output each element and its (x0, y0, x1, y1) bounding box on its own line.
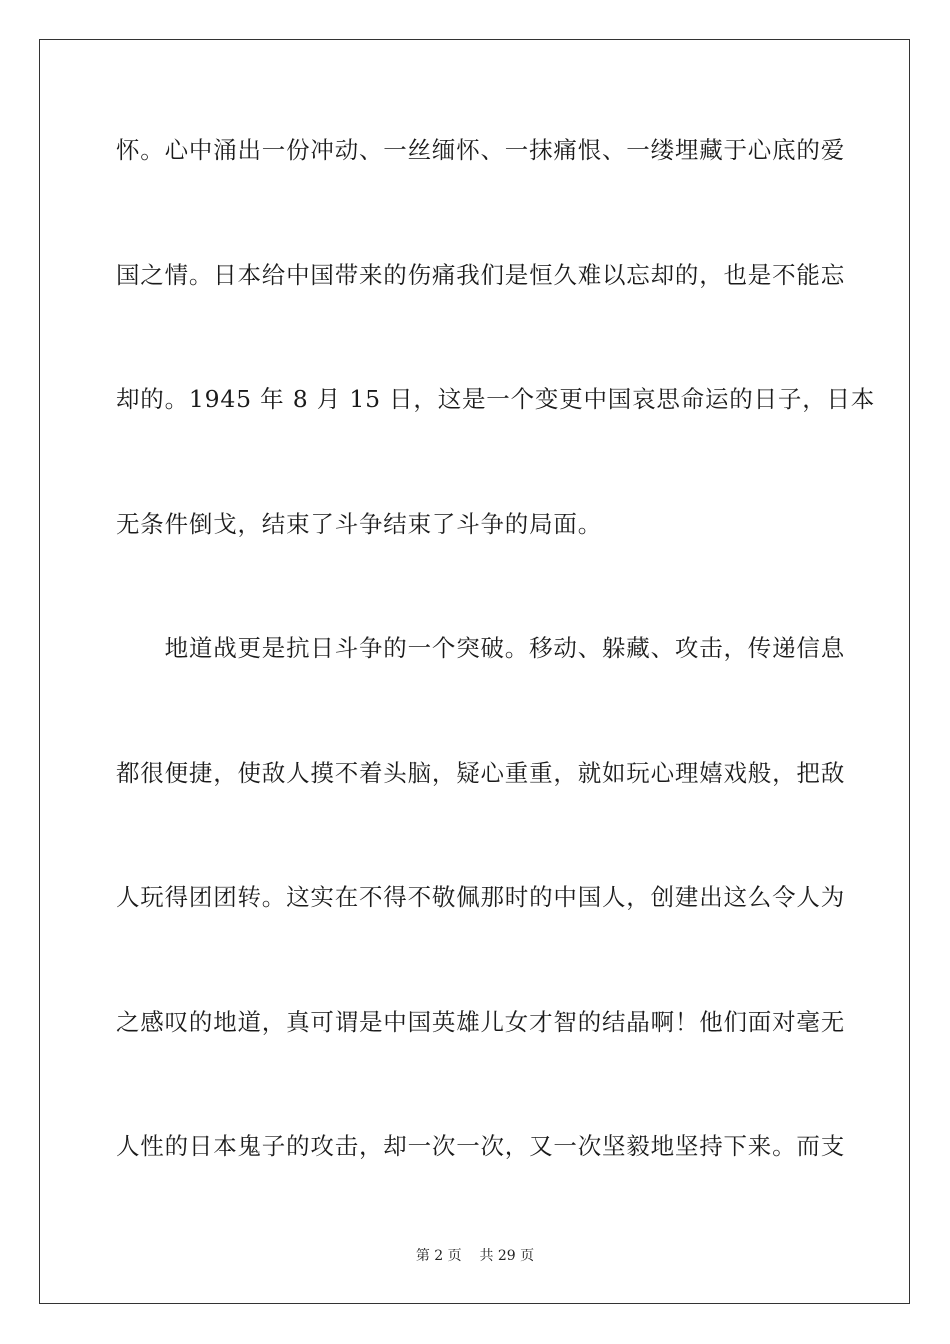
text-line: 无条件倒戈，结束了斗争结束了斗争的局面。 (116, 509, 602, 538)
text-line: 都很便捷，使敌人摸不着头脑，疑心重重，就如玩心理嬉戏般，把敌 (116, 758, 845, 787)
page-footer (0, 1245, 950, 1265)
page-number: 第 2 页 (415, 1248, 462, 1264)
text-line: 国之情。日本给中国带来的伤痛我们是恒久难以忘却的，也是不能忘 (116, 260, 845, 289)
text-line: 却的。1945 年 8 月 15 日，这是一个变更中国哀思命运的日子，日本 (116, 385, 876, 413)
text-line: 之感叹的地道，真可谓是中国英雄儿女才智的结晶啊！他们面对毫无 (116, 1007, 845, 1036)
text-line: 人性的日本鬼子的攻击，却一次一次，又一次坚毅地坚持下来。而支 (116, 1132, 845, 1160)
text-line: 地道战更是抗日斗争的一个突破。移动、躲藏、攻击，传递信息 (116, 634, 845, 662)
text-line: 怀。心中涌出一份冲动、一丝缅怀、一抹痛恨、一缕埋藏于心底的爱 (116, 136, 845, 164)
page-total: 共 29 页 (479, 1248, 535, 1264)
text-line: 人玩得团团转。这实在不得不敬佩那时的中国人，创建出这么令人为 (116, 883, 845, 911)
document-body (116, 117, 876, 1238)
